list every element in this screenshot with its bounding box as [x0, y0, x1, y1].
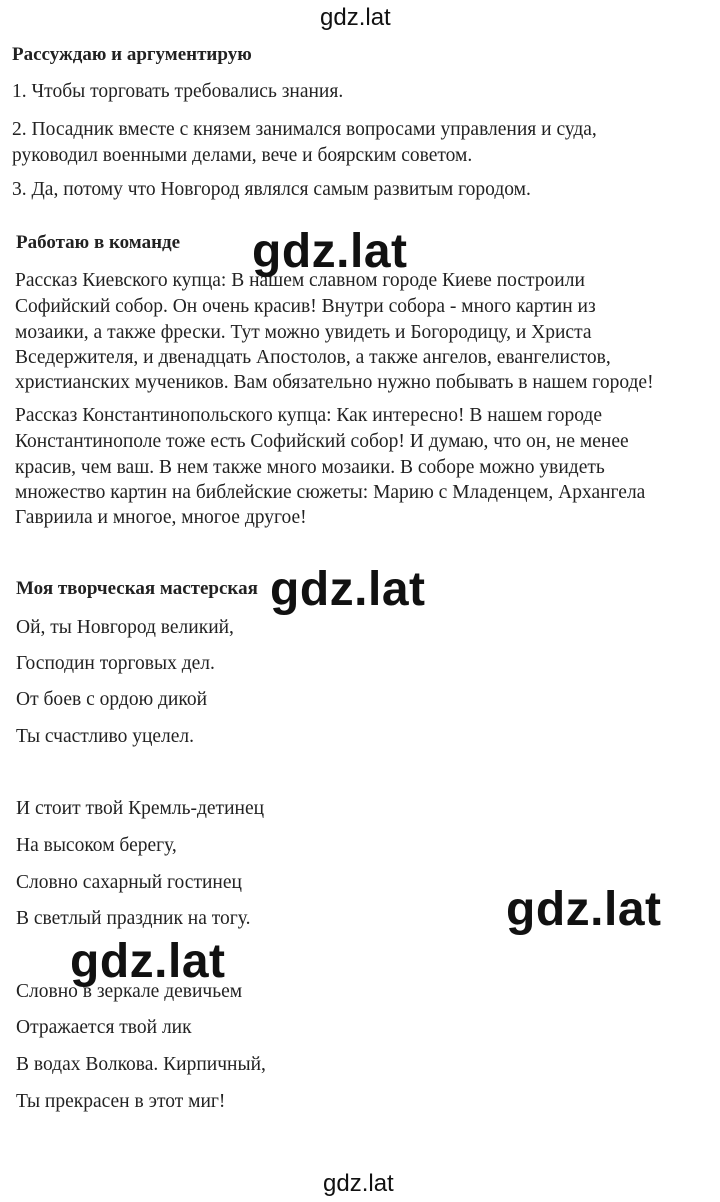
watermark-overlay: gdz.lat — [252, 225, 408, 278]
poem-line: Ты счастливо уцелел. — [16, 726, 195, 747]
paragraph-line: красив, чем ваш. В нем также много мозаики. В соборе можно увидеть — [15, 457, 605, 478]
paragraph-line: Вседержителя, и двенадцать Апостолов, а также ангелов, евангелистов, — [15, 347, 611, 368]
watermark-overlay: gdz.lat — [270, 563, 426, 616]
poem-line: Ой, ты Новгород великий, — [16, 617, 234, 638]
watermark-bottom: gdz.lat — [323, 1170, 394, 1197]
answer-line: 2. Посадник вместе с князем занимался вопросами управления и суда, — [12, 119, 597, 140]
poem-line: И стоит твой Кремль-детинец — [16, 798, 265, 819]
poem-line: Отражается твой лик — [16, 1017, 192, 1038]
poem-line: Ты прекрасен в этот миг! — [16, 1091, 226, 1112]
paragraph-line: Константинополе тоже есть Софийский собор! И думаю, что он, не менее — [15, 431, 629, 452]
watermark-overlay: gdz.lat — [70, 935, 226, 988]
answer-line: 3. Да, потому что Новгород являлся самым развитым городом. — [12, 179, 531, 200]
poem-line: Словно сахарный гостинец — [16, 872, 242, 893]
answer-line: руководил военными делами, вече и боярским советом. — [12, 145, 473, 166]
poem-line: На высоком берегу, — [16, 835, 177, 856]
paragraph-line: Рассказ Константинопольского купца: Как интересно! В нашем городе — [15, 405, 602, 426]
paragraph-line: христианских мучеников. Вам обязательно нужно побывать в нашем городе! — [15, 372, 654, 393]
watermark-overlay: gdz.lat — [506, 883, 662, 936]
paragraph-line: Гавриила и многое, многое другое! — [15, 507, 307, 528]
poem-line: Словно в зеркале девичьем — [16, 981, 243, 1002]
section-heading-creative: Моя творческая мастерская — [16, 578, 258, 599]
watermark-top: gdz.lat — [320, 4, 391, 31]
paragraph-line: множество картин на библейские сюжеты: Марию с Младенцем, Архангела — [15, 482, 646, 503]
section-heading-teamwork: Работаю в команде — [16, 232, 181, 253]
poem-line: В светлый праздник на тогу. — [16, 908, 251, 929]
poem-line: Господин торговых дел. — [16, 653, 215, 674]
paragraph-line: Рассказ Киевского купца: В нашем славном городе Киеве построили — [15, 270, 585, 291]
paragraph-line: мозаики, а также фрески. Тут можно увидеть и Богородицу, и Христа — [15, 322, 592, 343]
poem-line: От боев с ордою дикой — [16, 689, 208, 710]
answer-line: 1. Чтобы торговать требовались знания. — [12, 81, 344, 102]
section-heading-reasoning: Рассуждаю и аргументирую — [12, 44, 252, 65]
paragraph-line: Софийский собор. Он очень красив! Внутри собора - много картин из — [15, 296, 596, 317]
poem-line: В водах Волкова. Кирпичный, — [16, 1054, 266, 1075]
